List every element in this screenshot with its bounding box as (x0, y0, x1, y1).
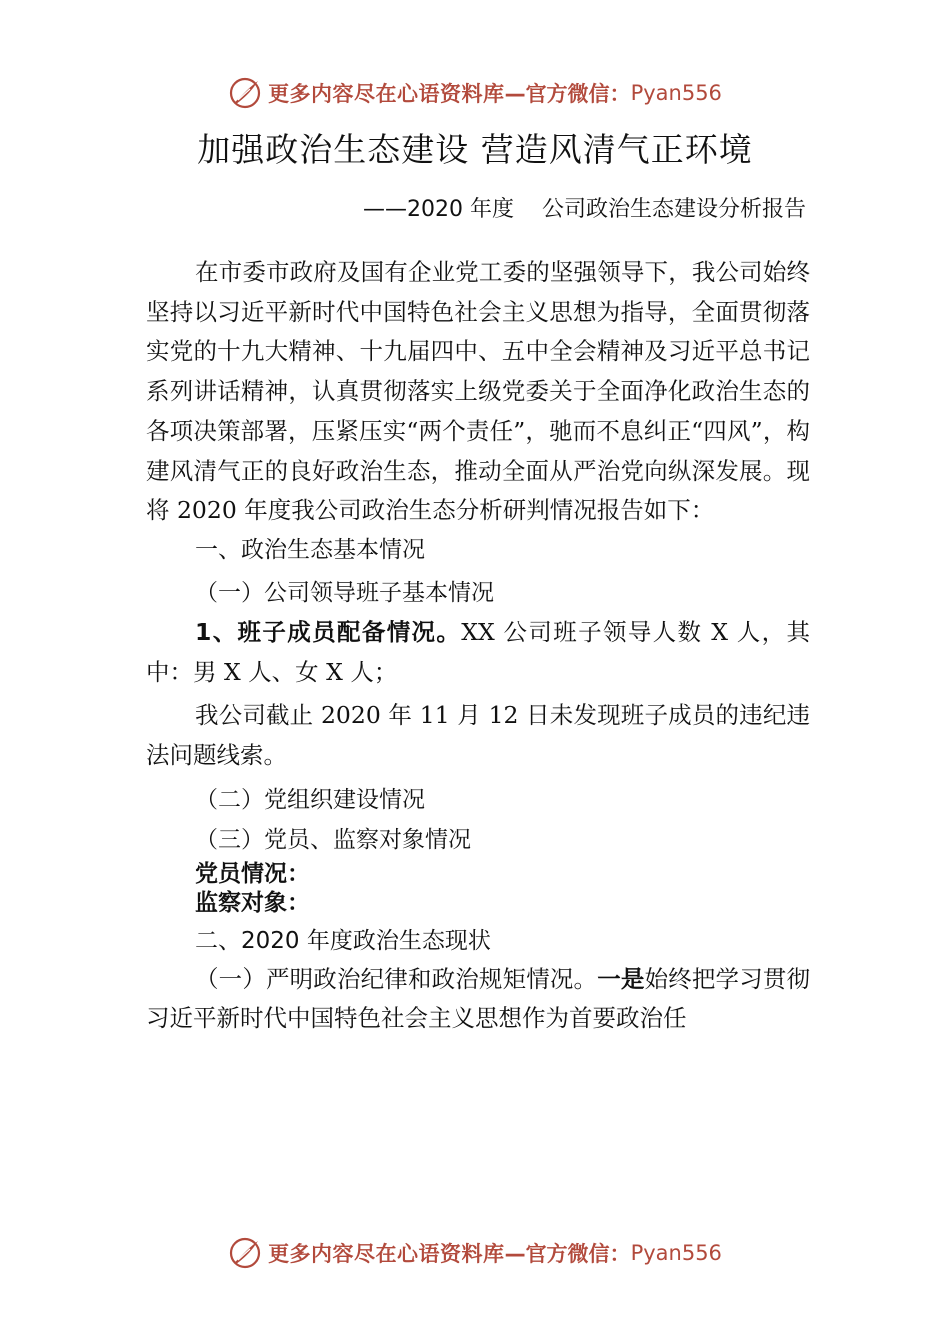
section1-sub2: （二）党组织建设情况 (195, 786, 425, 813)
section2-sub1-prefix: （一）严明政治纪律和政治规矩情况。 (195, 964, 598, 993)
item1-paragraph (146, 613, 810, 692)
banner-text: 更多内容尽在心语资料库 (268, 82, 505, 106)
item1-label: 1、班子成员配备情况。 (195, 617, 462, 646)
banner-separator: —官方微信： (504, 82, 631, 106)
document-body (146, 253, 810, 1039)
banner-separator: —官方微信： (504, 1242, 631, 1266)
feather-logo-icon (228, 1236, 262, 1270)
feather-logo-icon (228, 76, 262, 110)
item1-text: XX 公司班子领导人数 X 人，其中：男 X 人、女 X 人； (146, 617, 810, 686)
section1-sub1: （一）公司领导班子基本情况 (195, 579, 494, 606)
section1-heading: 一、政治生态基本情况 (195, 536, 425, 563)
banner-wechat-id: Pyan556 (630, 81, 722, 105)
banner-wechat-id: Pyan556 (630, 1241, 722, 1265)
section2-sub1-bold: 一是 (597, 964, 645, 993)
footer-watermark-banner (0, 1233, 950, 1273)
header-watermark-banner (0, 73, 950, 113)
party-members-label: 党员情况： (195, 860, 310, 887)
item1-paragraph-2: 我公司截止 2020 年 11 月 12 日未发现班子成员的违纪违法问题线索。 (146, 701, 810, 770)
section2-sub1-paragraph (146, 960, 810, 1039)
banner-text: 更多内容尽在心语资料库 (268, 1242, 505, 1266)
document-title: 加强政治生态建设 营造风清气正环境 (197, 130, 753, 169)
intro-paragraph: 在市委市政府及国有企业党工委的坚强领导下，我公司始终坚持以习近平新时代中国特色社会主义思想为指导，全面贯彻落实党的十九大精神、十九届四中、五中全会精神及习近平总书记系列讲话精神，认真贯彻落实上级党委关于全面净化政治生态的各项决策部署，压紧压实“两个责任”，驰而不息纠正“四风”，构建风清气正的良好政治生态，推动全面从严治党向纵深发展。现将 2020 年度我公司政治生态分析研判情况报告如下： (146, 258, 810, 525)
section2-sub1-text: 始终把学习贯彻习近平新时代中国特色社会主义思想作为首要政治任 (146, 964, 811, 1033)
supervision-targets-label: 监察对象： (195, 889, 310, 916)
document-subtitle: ——2020 年度 公司政治生态建设分析报告 (363, 197, 806, 222)
section1-sub3: （三）党员、监察对象情况 (195, 826, 471, 853)
section2-heading: 二、2020 年度政治生态现状 (195, 927, 491, 954)
